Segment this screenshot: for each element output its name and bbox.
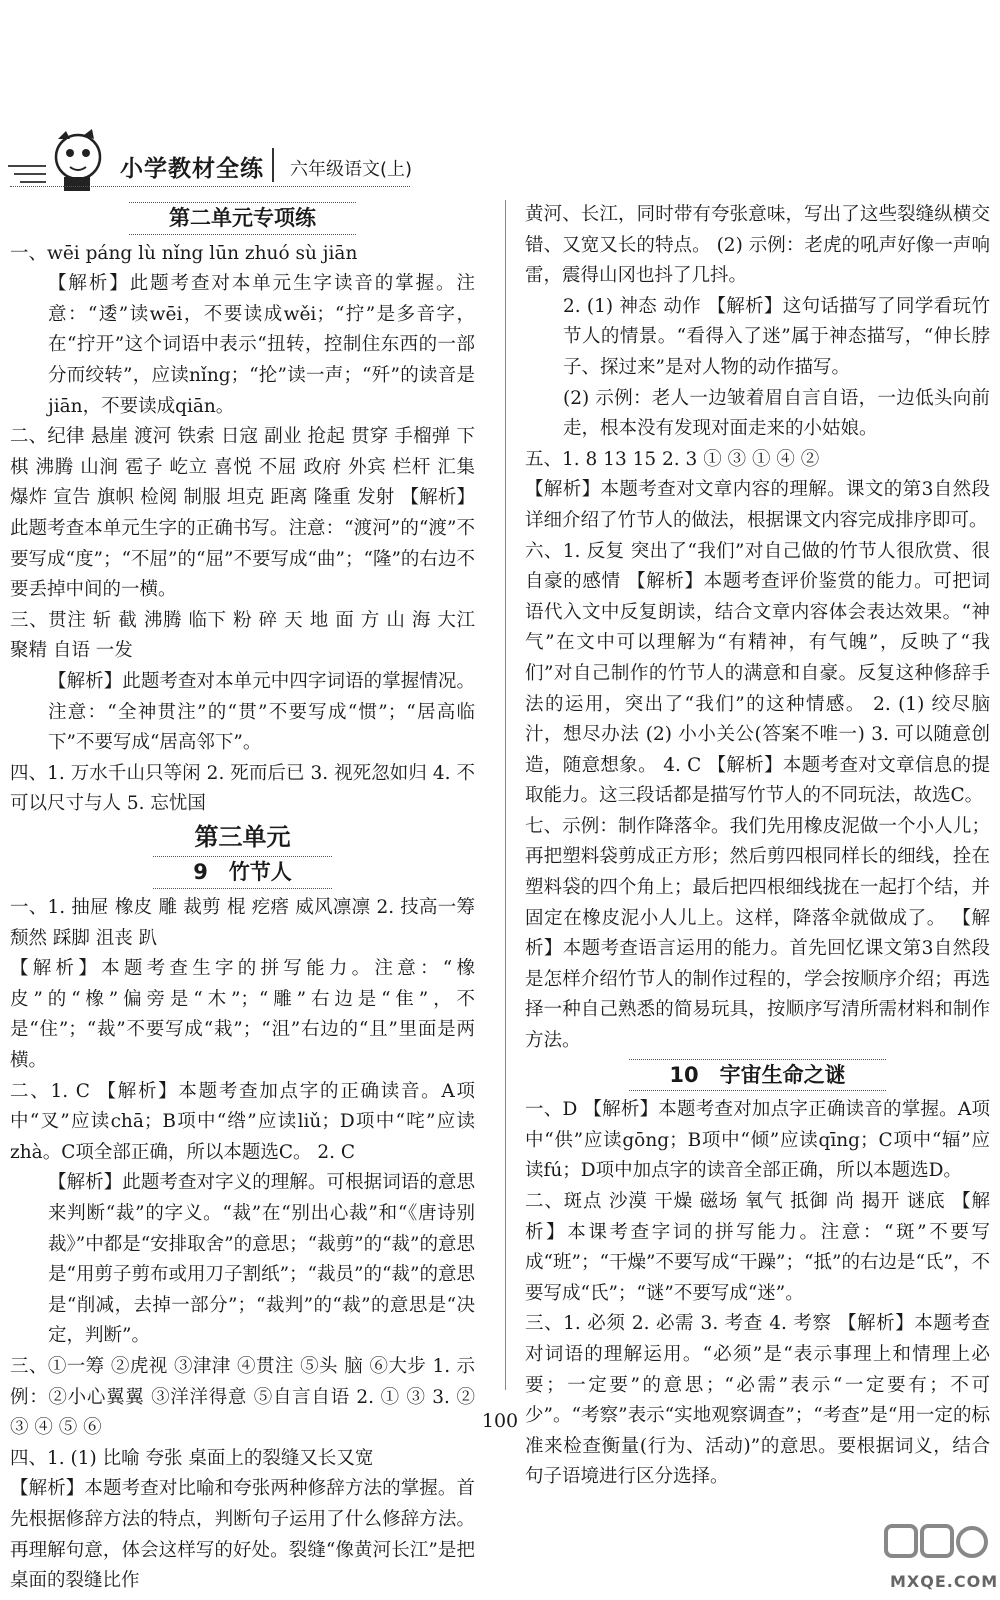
lesson-heading: 9 竹节人 [10, 856, 475, 889]
answer-paragraph: 一、wēi páng lù nǐng lūn zhuó sù jiān [10, 242, 358, 264]
answer-paragraph: 黄河、长江，同时带有夸张意味，写出了这些裂缝纵横交错、又宽又长的特点。 (2) 示例：老虎的吼声好像一声响雷，震得山冈也抖了几抖。 [525, 204, 990, 287]
answer-paragraph: 一、1. 抽屉 橡皮 雕 裁剪 棍 疙瘩 威风凛凛 2. 技高一筹 颓然 踩脚 沮丧 趴 [10, 897, 475, 949]
unit-heading: 第三单元 [194, 822, 291, 851]
answer-paragraph: 一、D 【解析】本题考查对加点字正确读音的掌握。A项中“供”应读gōng；B项中“倾”应读qīng；C项中“辐”应读fú；D项中加点字的读音全部正确，所以本题选D。 [525, 1099, 990, 1182]
answer-paragraph: 三、贯注 斩 截 沸腾 临下 粉 碎 天 地 面 方 山 海 大江 聚精 自语 一发 [10, 609, 475, 662]
answer-paragraph: 二、纪律 悬崖 渡河 铁索 日寇 副业 抢起 贯穿 手榴弹 下棋 沸腾 山涧 雹子 屹立 喜悦 不屈 政府 外宾 栏杆 汇集 爆炸 宣告 旗帜 检阅 制服 坦克 距离 隆重 发射 【解析】此题考查本单元生字的正确书写。注意：“渡河”的“渡”不要写成“度”；“不屈”的“屈”不要写成“曲”；“隆”的右边不要丢掉中间的一横。 [10, 426, 475, 601]
answer-paragraph: 三、1. 必须 2. 必需 3. 考查 4. 考察 【解析】本题考查对词语的理解运用。“必须”是“表示事理上和情理上必要；一定要”的意思；“必需”表示“一定要有；不可少”。“考察”表示“实地观察调查”；“考查”是“用一定的标准来检查衡量(行为、活动)”的意思。要根据词义，结合句子语境进行区分选择。 [525, 1313, 990, 1488]
answer-paragraph: 四、1. (1) 比喻 夸张 桌面上的裂缝又长又宽 [10, 1447, 374, 1469]
answer-paragraph: 七、示例：制作降落伞。我们先用橡皮泥做一个小人儿；再把塑料袋剪成正方形；然后剪四根同样长的细线，拴在塑料袋的四个角上；最后把四根细线拢在一起打个结，并固定在橡皮泥小人儿上。这样，降落伞就做成了。 【解析】本题考查语言运用的能力。首先回忆课文第3自然段是怎样介绍竹节人的制作过程的，学会按顺序介绍；再选择一种自己熟悉的简易玩具，按顺序写清所需材料和制作方法。 [525, 815, 990, 1052]
answer-paragraph: 六、1. 反复 突出了“我们”对自己做的竹节人很欣赏、很自豪的感情 【解析】本题考查评价鉴赏的能力。可把词语代入文中反复朗读，结合文章内容体会表达效果。“神气”在文中可以理解为“有精神，有气魄”，反映了“我们”对自己制作的竹节人的满意和自豪。反复这种修辞手法的运用，突出了“我们”的这种情感。 2. (1) 绞尽脑汁，想尽办法 (2) 小小关公(答案不唯一) 3. 可以随意创造，随意想象。 4. C 【解析】本题考查对文章信息的提取能力。这三段话都是描写竹节人的不同玩法，故选C。 [525, 540, 990, 807]
answer-paragraph: 五、1. 8 13 15 2. 3 ① ③ ① ④ ② [525, 448, 820, 470]
answer-paragraph: (2) 示例：老人一边皱着眉自言自语，一边低头向前走，根本没有发现对面走来的小姑娘。 [563, 387, 990, 440]
mascot-logo [40, 125, 110, 195]
answer-paragraph: 二、斑点 沙漠 干燥 磁场 氧气 抵御 尚 揭开 谜底 【解析】本课考查字词的拼写能力。注意：“斑”不要写成“班”；“干燥”不要写成“干躁”；“抵”的右边是“氐”，不要写成“氏”；“谜”不要写成“迷”。 [525, 1191, 990, 1304]
column-divider [505, 200, 506, 1390]
answer-paragraph: 四、1. 万水千山只等闲 2. 死而后已 3. 视死忽如归 4. 不可以尺寸与人 5. 忘忧国 [10, 762, 475, 815]
header-rule [10, 186, 410, 187]
left-column [10, 200, 475, 1597]
watermark-text: MXQE.COM [890, 1572, 999, 1591]
answer-paragraph: 三、①一筹 ②虎视 ③津津 ④贯注 ⑤头 脑 ⑥大步 1. 示例：②小心翼翼 ③洋洋得意 ⑤自言自语 2. ① ③ 3. ② ③ ④ ⑤ ⑥ [10, 1355, 475, 1439]
answer-paragraph: 【解析】本题考查生字的拼写能力。注意：“橡皮”的“橡”偏旁是“木”；“雕”右边是“隹”，不是“住”；“裁”不要写成“栽”；“沮”右边的“且”里面是两横。 [10, 958, 475, 1072]
header-separator [272, 148, 274, 182]
answer-paragraph: 【解析】此题考查对本单元生字读音的掌握。注意：“逶”读wēi，不要读成wěi；“拧”是多音字，在“拧开”这个词语中表示“扭转，控制住东西的一部分而绞转”，应读nǐng；“抡”读一声；“歼”的读音是jiān，不要读成qiān。 [48, 273, 475, 417]
answer-paragraph: 【解析】此题考查对本单元中四字词语的掌握情况。注意：“全神贯注”的“贯”不要写成“惯”；“居高临下”不要写成“居高邻下”。 [48, 670, 475, 754]
book-brand-title: 小学教材全练 [120, 156, 264, 182]
answer-paragraph: 二、1. C 【解析】本题考查加点字的正确读音。A项中“叉”应读chā；B项中“绺”应读liǔ；D项中“咤”应读zhà。C项全部正确，所以本题选C。 2. C [10, 1080, 475, 1163]
right-column [525, 200, 990, 1493]
answer-paragraph: 【解析】本题考查对文章内容的理解。课文的第3自然段详细介绍了竹节人的做法，根据课文内容完成排序即可。 [525, 479, 990, 531]
answer-paragraph: 【解析】此题考查对字义的理解。可根据词语的意思来判断“裁”的字义。“裁”在“别出心裁”和“《唐诗别裁》”中都是“安排取舍”的意思；“裁剪”的“裁”的意思是“用剪子剪布或用刀子割纸”；“裁员”的“裁”的意思是“削减，去掉一部分”；“裁判”的“裁”的意思是“决定，判断”。 [48, 1172, 475, 1347]
page-number: 100 [481, 1410, 519, 1432]
grade-subtitle: 六年级语文(上) [290, 159, 413, 180]
lesson-heading: 10 宇宙生命之谜 [525, 1059, 990, 1092]
answer-paragraph: 【解析】本题考查对比喻和夸张两种修辞方法的掌握。首先根据修辞方法的特点，判断句子运用了什么修辞方法。再理解句意，体会这样写的好处。裂缝“像黄河长江”是把桌面的裂缝比作 [10, 1478, 475, 1592]
answer-paragraph: 2. (1) 神态 动作 【解析】这句话描写了同学看玩竹节人的情景。“看得入了迷”属于神态描写，“伸长脖子、探过来”是对人物的动作描写。 [563, 295, 990, 378]
section-heading: 第二单元专项练 [10, 202, 475, 235]
